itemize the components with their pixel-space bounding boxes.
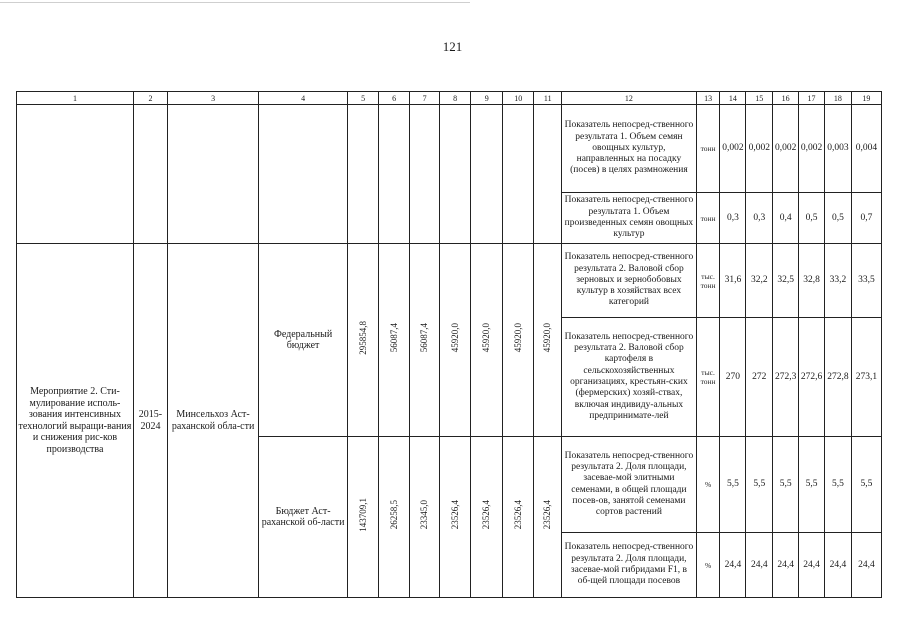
indicator-unit: тонн xyxy=(696,105,720,193)
empty-cell xyxy=(534,105,562,244)
empty-cell xyxy=(259,105,348,244)
indicator-name: Показатель непосред-ственного результата 1. Объем произведенных семян овощных культур xyxy=(562,193,697,244)
indicator-value: 272,6 xyxy=(799,318,825,437)
indicator-value: 0,002 xyxy=(746,105,773,193)
column-number: 17 xyxy=(799,92,825,105)
column-number: 8 xyxy=(440,92,471,105)
indicator-value: 272,3 xyxy=(773,318,799,437)
measure-executor: Минсельхоз Аст-раханской обла-сти xyxy=(168,244,259,598)
column-number: 4 xyxy=(259,92,348,105)
indicator-value: 32,8 xyxy=(799,244,825,318)
column-number: 10 xyxy=(503,92,534,105)
funding-value: 23526,4 xyxy=(542,500,553,530)
indicator-value: 0,3 xyxy=(746,193,773,244)
indicator-name: Показатель непосред-ственного результата 2. Доля площади, засевае-мой элитными семенами, в общей площади посев-ов, занятой семенами сортов растений xyxy=(562,437,697,533)
empty-cell xyxy=(440,105,471,244)
column-number: 18 xyxy=(824,92,851,105)
column-number: 13 xyxy=(696,92,720,105)
indicator-value: 0,004 xyxy=(851,105,881,193)
funding-value-cell xyxy=(503,437,534,598)
funding-value-cell xyxy=(410,437,440,598)
funding-value-cell xyxy=(410,244,440,437)
funding-value: 23526,4 xyxy=(512,500,523,530)
indicator-unit: тонн xyxy=(696,193,720,244)
scan-top-rule xyxy=(0,2,470,3)
indicator-unit: тыс. тонн xyxy=(696,318,720,437)
indicator-value: 0,7 xyxy=(851,193,881,244)
indicator-value: 5,5 xyxy=(746,437,773,533)
funding-value-cell xyxy=(534,437,562,598)
funding-value-cell xyxy=(379,244,410,437)
column-number: 1 xyxy=(17,92,134,105)
empty-cell xyxy=(17,105,134,244)
indicator-name: Показатель непосред-ственного результата 1. Объем семян овощных культур, направленных на посадку (посев) в целях размножения xyxy=(562,105,697,193)
funding-value: 45920,0 xyxy=(542,323,553,353)
empty-cell xyxy=(379,105,410,244)
indicator-value: 5,5 xyxy=(851,437,881,533)
indicator-value: 32,5 xyxy=(773,244,799,318)
empty-cell xyxy=(503,105,534,244)
indicator-value: 0,003 xyxy=(824,105,851,193)
funding-source-regional: Бюджет Аст-раханской об-ласти xyxy=(259,437,348,598)
indicator-value: 32,2 xyxy=(746,244,773,318)
funding-value-cell xyxy=(379,437,410,598)
page-number: 121 xyxy=(442,39,463,54)
measure-name: Мероприятие 2. Сти-мулирование исполь-зования интенсивных технологий выращи-вания и снижения рис-ков производства xyxy=(17,244,134,598)
indicator-value: 0,5 xyxy=(799,193,825,244)
funding-value: 45920,0 xyxy=(481,323,492,353)
indicator-value: 0,4 xyxy=(773,193,799,244)
indicator-value: 24,4 xyxy=(799,533,825,598)
indicator-value: 5,5 xyxy=(720,437,746,533)
indicator-value: 5,5 xyxy=(773,437,799,533)
funding-value-cell xyxy=(348,437,379,598)
indicator-name: Показатель непосред-ственного результата 2. Валовой сбор картофеля в сельскохозяйственных организациях, крестьян-ских (фермерских) хозяй-ствах, включая индивиду-альных предпринимате-лей xyxy=(562,318,697,437)
indicator-value: 273,1 xyxy=(851,318,881,437)
funding-value: 45920,0 xyxy=(449,323,460,353)
funding-value-cell xyxy=(471,437,503,598)
indicator-value: 33,2 xyxy=(824,244,851,318)
funding-value-cell xyxy=(471,244,503,437)
column-number: 19 xyxy=(851,92,881,105)
program-table xyxy=(16,91,882,598)
indicator-value: 24,4 xyxy=(746,533,773,598)
column-number: 3 xyxy=(168,92,259,105)
indicator-name: Показатель непосред-ственного результата 2. Валовой сбор зерновых и зернобобовых культур в хозяйствах всех категорий xyxy=(562,244,697,318)
indicator-value: 33,5 xyxy=(851,244,881,318)
funding-value-cell xyxy=(503,244,534,437)
column-number: 9 xyxy=(471,92,503,105)
indicator-unit: % xyxy=(696,533,720,598)
indicator-value: 0,3 xyxy=(720,193,746,244)
indicator-value: 24,4 xyxy=(720,533,746,598)
indicator-unit: тыс. тонн xyxy=(696,244,720,318)
indicator-value: 0,002 xyxy=(720,105,746,193)
funding-value: 23526,4 xyxy=(481,500,492,530)
indicator-value: 272,8 xyxy=(824,318,851,437)
measure-period: 2015-2024 xyxy=(133,244,167,598)
indicator-unit: % xyxy=(696,437,720,533)
column-number: 2 xyxy=(133,92,167,105)
empty-cell xyxy=(168,105,259,244)
funding-value: 26258,5 xyxy=(388,500,399,530)
column-number: 16 xyxy=(773,92,799,105)
funding-value: 45920,0 xyxy=(512,323,523,353)
funding-source-federal: Федеральный бюджет xyxy=(259,244,348,437)
funding-value-cell xyxy=(534,244,562,437)
empty-cell xyxy=(133,105,167,244)
indicator-name: Показатель непосред-ственного результата 2. Доля площади, засевае-мой гибридами F1, в об-щей площади посевов xyxy=(562,533,697,598)
funding-value-cell xyxy=(440,244,471,437)
column-number-row xyxy=(17,92,882,105)
indicator-value: 24,4 xyxy=(824,533,851,598)
indicator-value: 24,4 xyxy=(851,533,881,598)
funding-value-cell xyxy=(440,437,471,598)
empty-cell xyxy=(471,105,503,244)
funding-value: 295854,8 xyxy=(357,321,368,355)
column-number: 12 xyxy=(562,92,697,105)
indicator-value: 31,6 xyxy=(720,244,746,318)
funding-value: 56087,4 xyxy=(419,323,430,353)
column-number: 15 xyxy=(746,92,773,105)
funding-value: 56087,4 xyxy=(388,323,399,353)
indicator-value: 272 xyxy=(746,318,773,437)
funding-value: 23345,0 xyxy=(419,500,430,530)
indicator-value: 0,002 xyxy=(799,105,825,193)
indicator-value: 0,002 xyxy=(773,105,799,193)
funding-value: 143709,1 xyxy=(357,498,368,532)
indicator-value: 5,5 xyxy=(799,437,825,533)
table-row xyxy=(17,105,882,193)
indicator-value: 0,5 xyxy=(824,193,851,244)
indicator-value: 270 xyxy=(720,318,746,437)
column-number: 5 xyxy=(348,92,379,105)
column-number: 11 xyxy=(534,92,562,105)
empty-cell xyxy=(410,105,440,244)
column-number: 7 xyxy=(410,92,440,105)
indicator-value: 5,5 xyxy=(824,437,851,533)
column-number: 6 xyxy=(379,92,410,105)
funding-value: 23526,4 xyxy=(449,500,460,530)
empty-cell xyxy=(348,105,379,244)
column-number: 14 xyxy=(720,92,746,105)
table-row xyxy=(17,244,882,318)
indicator-value: 24,4 xyxy=(773,533,799,598)
funding-value-cell xyxy=(348,244,379,437)
